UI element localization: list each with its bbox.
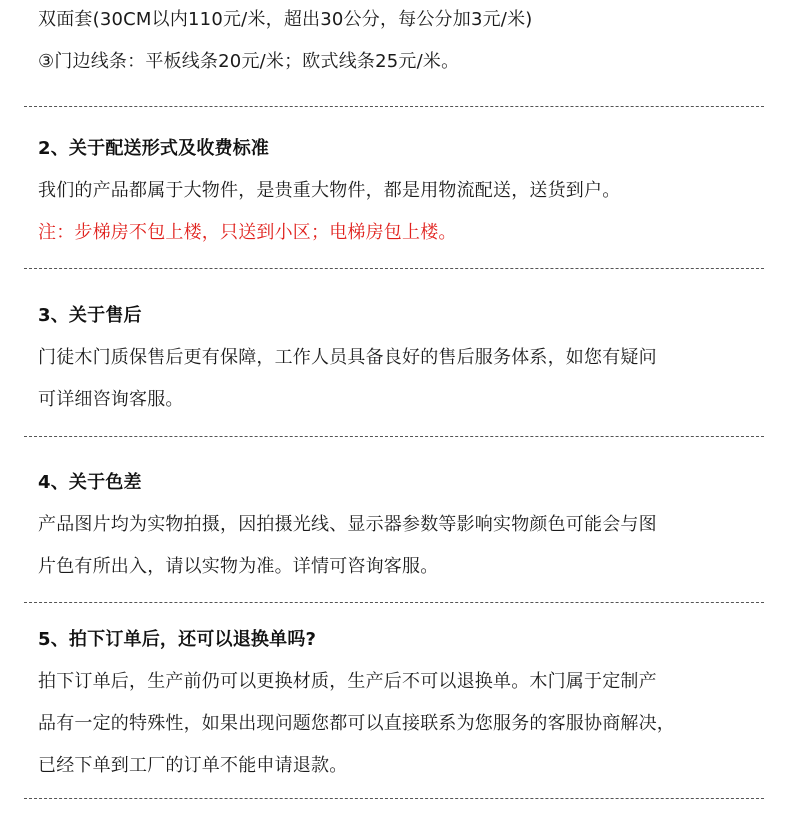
delivery-text: 我们的产品都属于大物件，是贵重大物件，都是用物流配送，送货到户。 — [38, 180, 621, 201]
delivery-notice: 注：步梯房不包上楼，只送到小区；电梯房包上楼。 — [38, 222, 457, 243]
color-difference-text-line: 产品图片均为实物拍摄，因拍摄光线、显示器参数等影响实物颜色可能会与图 — [38, 514, 657, 535]
pricing-line-double-sided: 双面套(30CM以内110元/米，超出30公分，每公分加3元/米) — [38, 9, 533, 30]
pricing-line-door-trim: ③门边线条：平板线条20元/米；欧式线条25元/米。 — [38, 51, 460, 72]
section-heading-delivery: 2、关于配送形式及收费标准 — [38, 138, 270, 159]
after-sales-text-line: 可详细咨询客服。 — [38, 389, 184, 410]
after-sales-text-line: 门徒木门质保售后更有保障，工作人员具备良好的售后服务体系，如您有疑问 — [38, 347, 657, 368]
color-difference-text-line: 片色有所出入，请以实物为准。详情可咨询客服。 — [38, 556, 439, 577]
section-heading-color-difference: 4、关于色差 — [38, 472, 142, 493]
section-divider — [24, 436, 764, 437]
refund-text-line: 拍下订单后，生产前仍可以更换材质，生产后不可以退换单。木门属于定制产 — [38, 671, 657, 692]
section-divider — [24, 106, 764, 107]
refund-text-line: 品有一定的特殊性，如果出现问题您都可以直接联系为您服务的客服协商解决， — [38, 713, 675, 734]
section-divider — [24, 602, 764, 603]
section-heading-after-sales: 3、关于售后 — [38, 305, 142, 326]
section-divider — [24, 268, 764, 269]
section-divider — [24, 798, 764, 799]
section-heading-refund: 5、拍下订单后，还可以退换单吗? — [38, 629, 317, 650]
refund-text-line: 已经下单到工厂的订单不能申请退款。 — [38, 755, 348, 776]
